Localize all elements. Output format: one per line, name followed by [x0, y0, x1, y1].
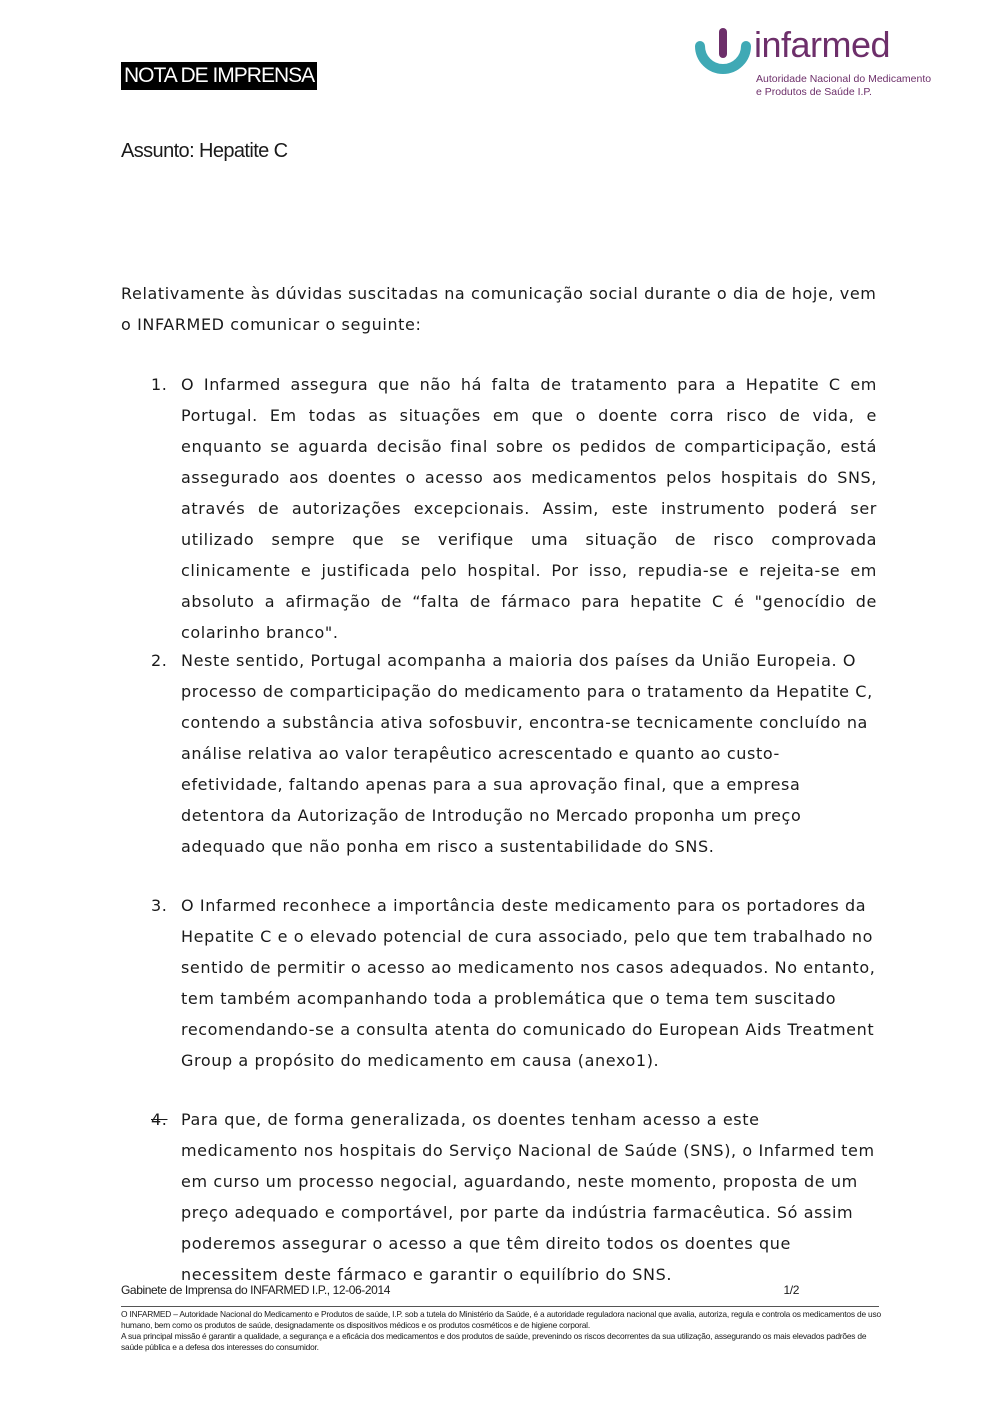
list-item-text: Neste sentido, Portugal acompanha a maioria dos países da União Europeia. O processo de comparticipação do medicamento para o tratamento da Hepatite C, contendo a substância ativa sofosbuvir, encontra-se tecnicamente concluído na análise relativa ao valor terapêutico acrescentado e quanto ao custo-efetividade, faltando apenas para a sua aprovação final, que a empresa detentora da Autorização de Introdução no Mercado proponha um preço adequado que não ponha em risco a sustentabilidade do SNS. [181, 651, 873, 856]
list-item-text: O Infarmed reconhece a importância deste medicamento para os portadores da Hepatite C e o elevado potencial de cura associado, pelo que tem trabalhado no sentido de permitir o acesso ao medicamento nos casos adequados. No entanto, tem também acompanhando toda a problemática que o tema tem suscitado recomendando-se a consulta atenta do comunicado do European Aids Treatment Group a propósito do medicamento em causa (anexo1). [181, 896, 876, 1070]
list-item-4 [151, 1104, 877, 1290]
press-release-badge: NOTA DE IMPRENSA [121, 62, 317, 90]
logo-tagline-1: Autoridade Nacional do Medicamento [756, 73, 932, 85]
intro-paragraph: Relativamente às dúvidas suscitadas na comunicação social durante o dia de hoje, vem o INFARMED comunicar o seguinte: [121, 284, 877, 334]
subject-line: Assunto: Hepatite C [121, 140, 288, 162]
list-item-3 [151, 890, 877, 1076]
list-item-2 [151, 645, 877, 862]
footer-disclaimer-1: O INFARMED – Autoridade Nacional do Medicamento e Produtos de saúde, I.P. sob a tutela do Ministério da Saúde, é a autoridade reguladora nacional que avalia, autoriza, regula e controla os medicamentos de uso humano, bem como os produtos de saúde, designadamente os dispositivos médicos e os produtos cosméticos e de higiene corporal. [121, 1309, 881, 1330]
infarmed-logo [694, 24, 932, 102]
list-item-text: O Infarmed assegura que não há falta de tratamento para a Hepatite C em Portugal. Em todas as situações em que o doente corra risco de vida, e enquanto se aguarda decisão final sobre os pedidos de comparticipação, está assegurado aos doentes o acesso aos medicamentos pelos hospitais do SNS, através de autorizações excepcionais. Assim, este instrumento poderá ser utilizado sempre que se verifique uma situação de risco comprovada clinicamente e justificada pelo hospital. Por isso, repudia-se e rejeita-se em absoluto a afirmação de “falta de fármaco para hepatite C é "genocídio de colarinho branco". [181, 375, 877, 642]
list-item-number: 3. [151, 896, 168, 915]
footer-disclaimer [121, 1309, 881, 1353]
list-item-text: Para que, de forma generalizada, os doentes tenham acesso a este medicamento nos hospitais do Serviço Nacional de Saúde (SNS), o Infarmed tem em curso um processo negocial, aguardando, neste momento, proposta de um preço adequado e comportável, por parte da indústria farmacêutica. Só assim poderemos assegurar o acesso a que têm direito todos os doentes que necessitem deste fármaco e garantir o equilíbrio do SNS. [181, 1110, 875, 1284]
page-number: 1/2 [783, 1283, 799, 1297]
infarmed-logo-mark-icon [694, 26, 752, 84]
footer-credit [121, 1283, 799, 1297]
footer-disclaimer-2: A sua principal missão é garantir a qualidade, a segurança e a eficácia dos medicamentos e dos produtos de saúde, prevenindo os riscos decorrentes da sua utilização, assegurando os mais elevados padrões de saúde pública e a defesa dos interesses do consumidor. [121, 1331, 867, 1352]
list-item-number: 2. [151, 651, 168, 670]
list-item-number: 1. [151, 375, 168, 394]
logo-wordmark: infarmed [754, 24, 891, 65]
list-item-1 [151, 369, 877, 648]
list-item-number: 4. [151, 1110, 168, 1129]
footer-divider [121, 1306, 879, 1307]
logo-tagline-2: e Produtos de Saúde I.P. [756, 86, 872, 98]
footer-credit-text: Gabinete de Imprensa do INFARMED I.P., 12-06-2014 [121, 1283, 391, 1297]
